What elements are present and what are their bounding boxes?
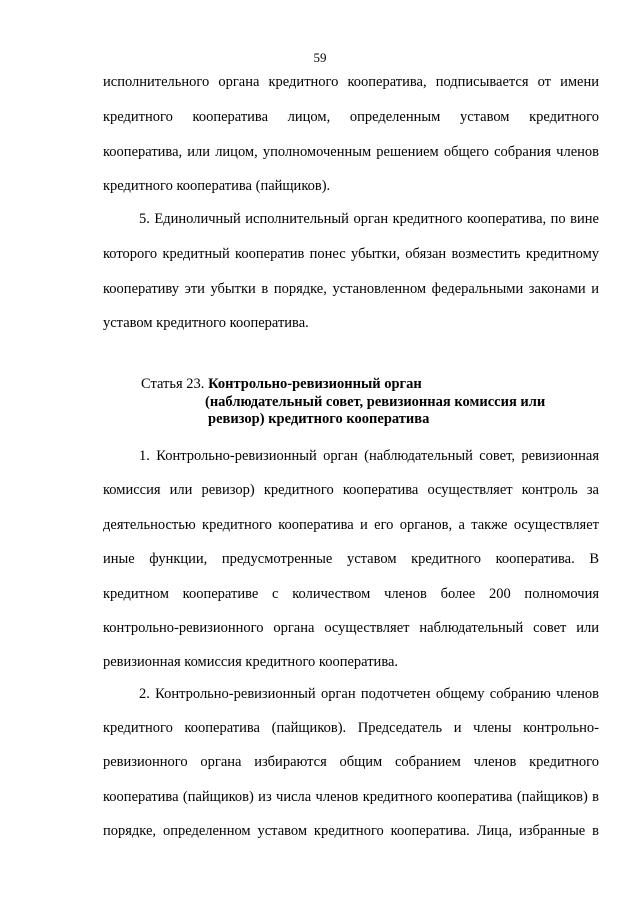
text-line: исполнительного органа кредитного кооператива, подписывается от имени xyxy=(103,74,599,90)
text-line: кредитного кооператива (пайщиков). Председатель и члены контрольно- xyxy=(103,720,599,736)
text-line: 5. Единоличный исполнительный орган кредитного кооператива, по вине xyxy=(139,211,599,227)
page-number: 59 xyxy=(313,50,327,65)
text-line: кооператива, или лицом, уполномоченным решением общего собрания членов xyxy=(103,144,599,160)
text-line: ревизионная комиссия кредитного кооператива. xyxy=(103,654,399,670)
text-line: кредитного кооператива (пайщиков). xyxy=(103,178,331,194)
text-line: контрольно-ревизионного органа осуществляет наблюдательный совет или xyxy=(103,620,599,636)
text-line: ревизионного органа избираются общим собранием членов кредитного xyxy=(103,754,599,770)
text-line: кредитном кооперативе с количеством членов более 200 полномочия xyxy=(103,586,599,602)
article-heading-line xyxy=(141,375,422,393)
article-title: (наблюдательный совет, ревизионная комиссия или xyxy=(205,394,546,410)
text-line: порядке, определенном уставом кредитного кооператива. Лица, избранные в xyxy=(103,823,599,839)
text-line: кредитного кооператива лицом, определенным уставом кредитного xyxy=(103,109,599,125)
article-heading-line xyxy=(205,393,545,411)
text-line: кооперативу эти убытки в порядке, установленном федеральными законами и xyxy=(103,281,599,297)
article-heading-line xyxy=(208,410,429,428)
text-line: иные функции, предусмотренные уставом кредитного кооператива. В xyxy=(103,551,599,567)
text-line: уставом кредитного кооператива. xyxy=(103,315,309,331)
article-title: Контрольно-ревизионный орган xyxy=(208,376,422,392)
article-title: ревизор) кредитного кооператива xyxy=(208,411,430,427)
text-line: комиссия или ревизор) кредитного кооператива осуществляет контроль за xyxy=(103,482,599,498)
text-line: которого кредитный кооператив понес убытки, обязан возместить кредитному xyxy=(103,246,599,262)
text-line: 2. Контрольно-ревизионный орган подотчетен общему собранию членов xyxy=(139,686,599,702)
text-line: кооператива (пайщиков) из числа членов кредитного кооператива (пайщиков) в xyxy=(103,789,599,805)
article-prefix: Статья 23. xyxy=(141,376,209,392)
text-line: деятельностью кредитного кооператива и его органов, а также осуществляет xyxy=(103,517,599,533)
text-line: 1. Контрольно-ревизионный орган (наблюдательный совет, ревизионная xyxy=(139,448,599,464)
